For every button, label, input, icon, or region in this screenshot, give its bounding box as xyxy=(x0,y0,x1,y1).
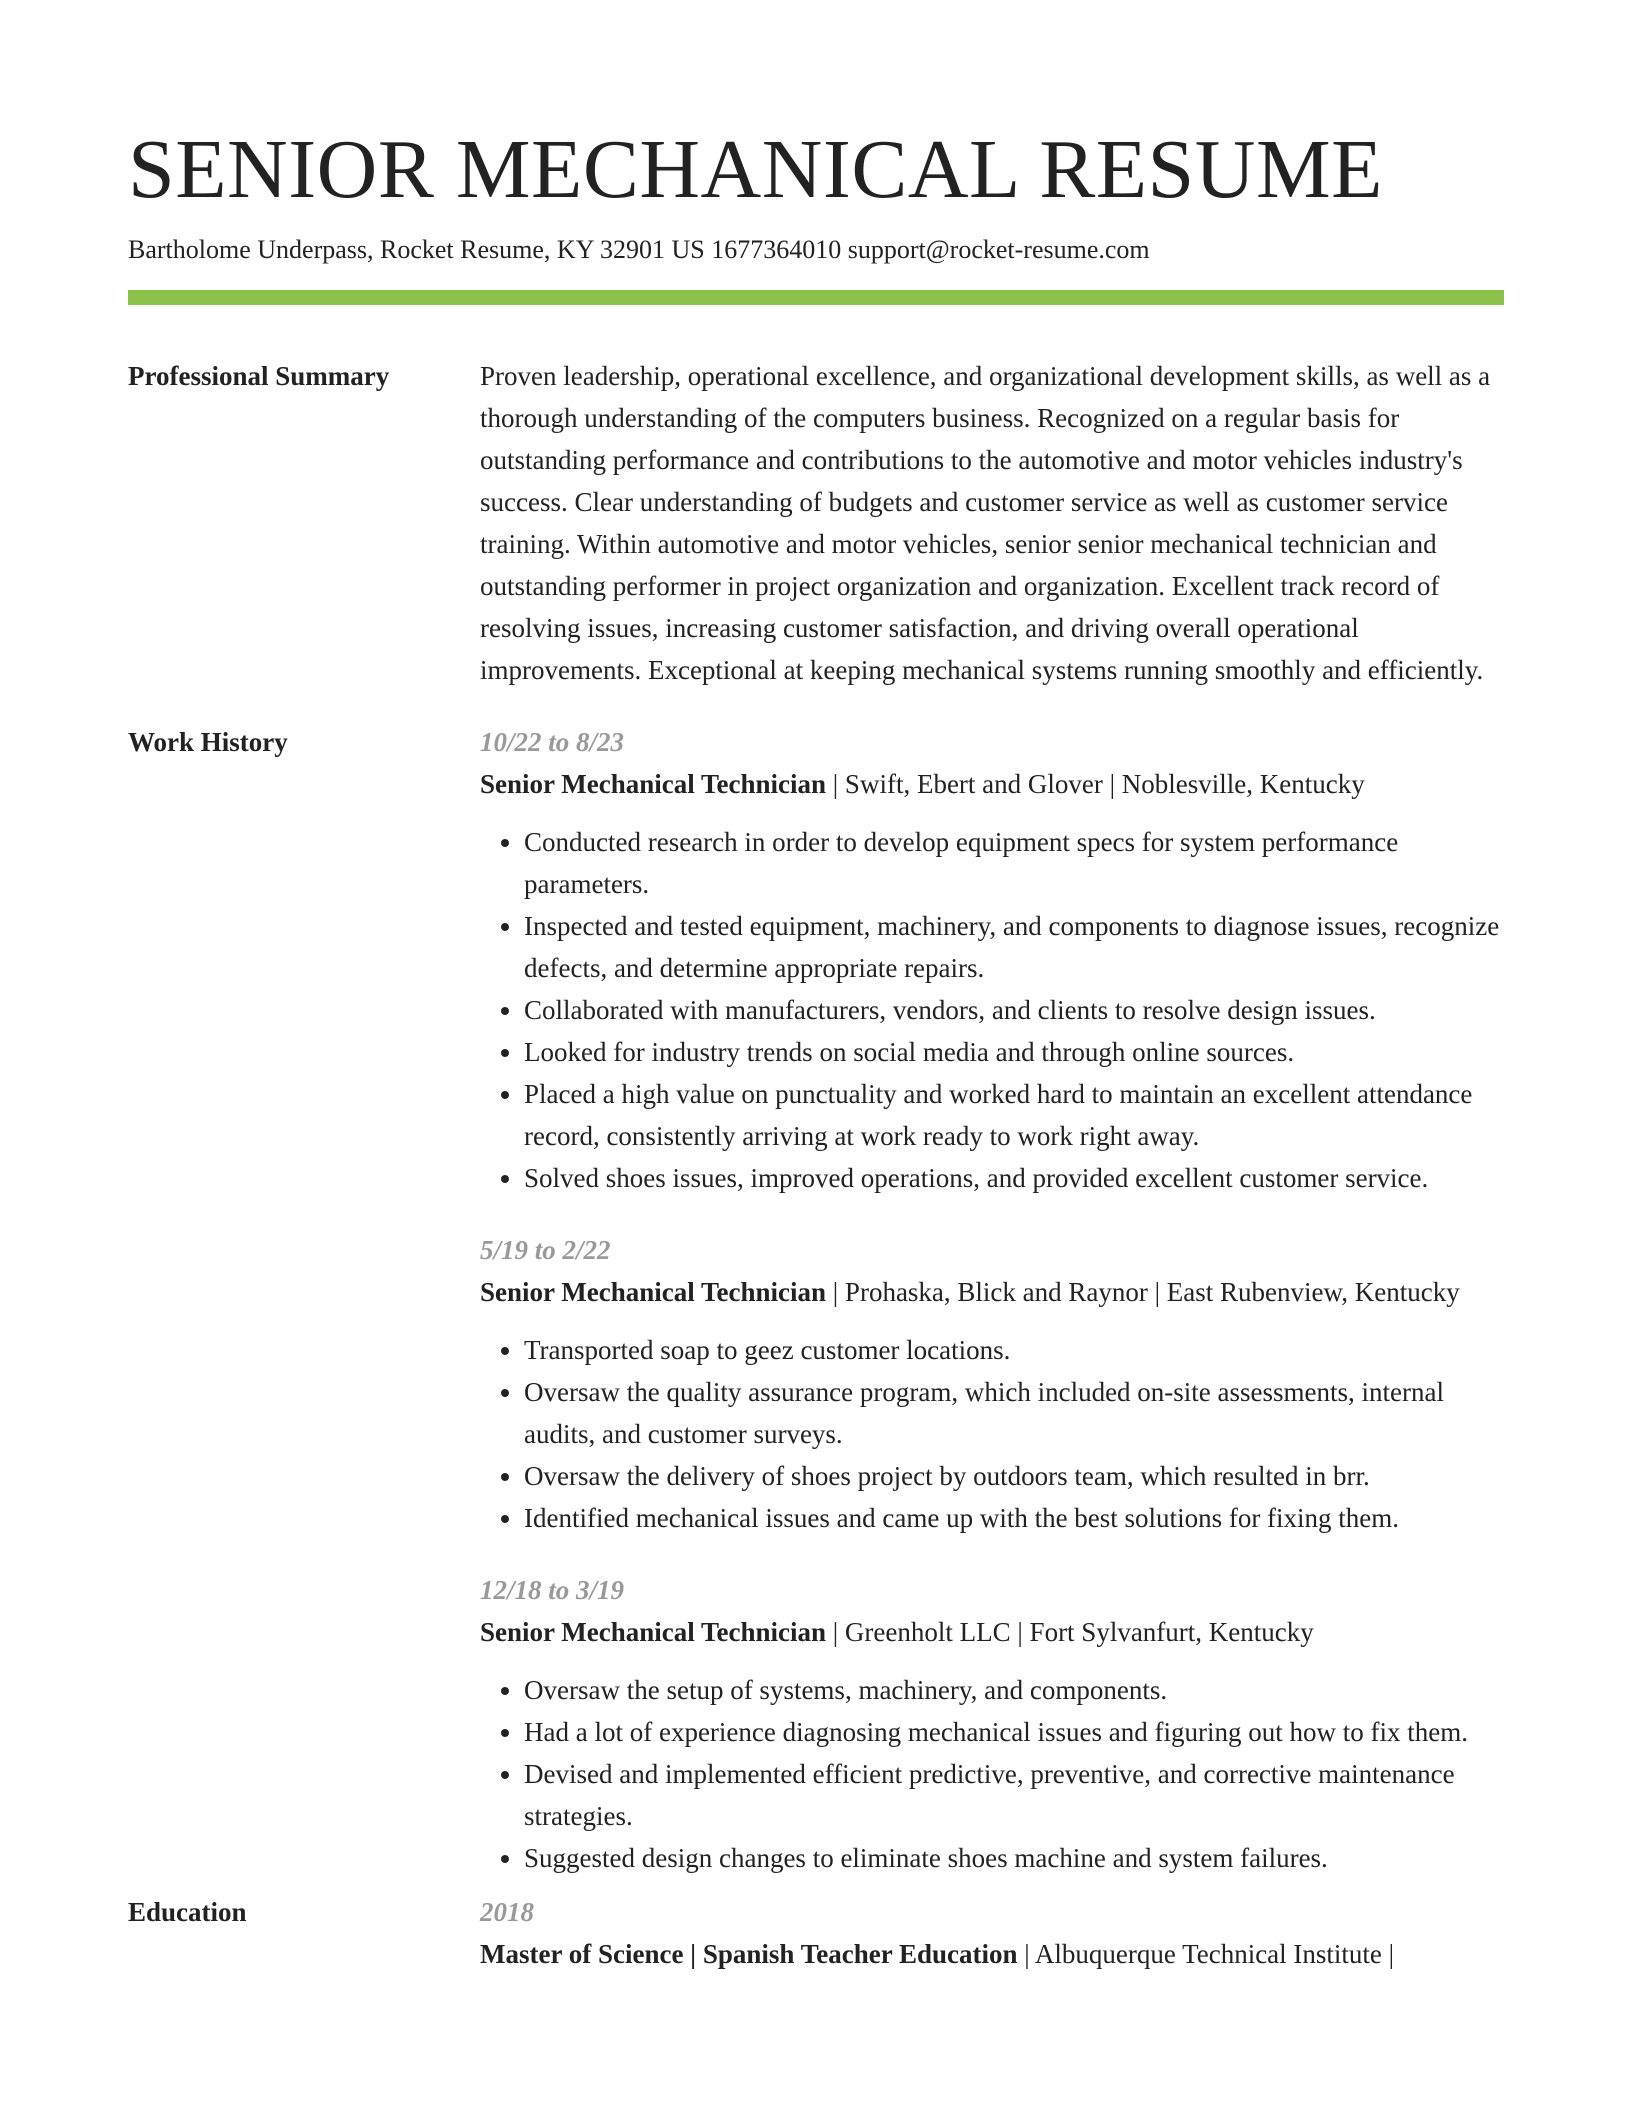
job-bullet: • Inspected and tested equipment, machinery, and components to diagnose issues, recognize defects, and determine appropriate repairs. xyxy=(524,905,1504,989)
section-heading-education: Education xyxy=(128,1897,247,1927)
section-heading-professional-summary: Professional Summary xyxy=(128,361,390,391)
job-dates: 5/19 to 2/22 xyxy=(480,1235,611,1265)
job-title: Senior Mechanical Technician xyxy=(480,1617,827,1647)
job-bullet: • Conducted research in order to develop equipment specs for system performance parameters. xyxy=(524,821,1504,905)
job-bullet: • Placed a high value on punctuality and worked hard to maintain an excellent attendance record, consistently arriving at work ready to work right away. xyxy=(524,1073,1504,1157)
education-institution: | Albuquerque Technical Institute | xyxy=(1017,1939,1395,1969)
section-heading-work-history: Work History xyxy=(128,727,288,757)
job-employer-location: | Greenholt LLC | Fort Sylvanfurt, Kentucky xyxy=(826,1617,1314,1647)
work-history-body xyxy=(480,721,1504,1879)
job-bullet: • Devised and implemented efficient predictive, preventive, and corrective maintenance strategies. xyxy=(524,1753,1504,1837)
work-history-section xyxy=(128,721,1504,1879)
job-bullet-list xyxy=(480,1669,1504,1879)
job-bullet: • Oversaw the quality assurance program, which included on-site assessments, internal audits, and customer surveys. xyxy=(524,1371,1504,1455)
job-bullet: • Collaborated with manufacturers, vendors, and clients to resolve design issues. xyxy=(524,989,1504,1031)
job-employer-location: | Swift, Ebert and Glover | Noblesville, Kentucky xyxy=(826,769,1365,799)
summary-text: Proven leadership, operational excellence, and organizational development skills, as well as a thorough understanding of the computers business. Recognized on a regular basis for outstanding performance and contributions to the automotive and motor vehicles industry's success. Clear understanding of budgets and customer service as well as customer service training. Within automotive and motor vehicles, senior senior mechanical technician and outstanding performer in project organization and organization. Excellent track record of resolving issues, increasing customer satisfaction, and driving overall operational improvements. Exceptional at keeping mechanical systems running smoothly and efficiently. xyxy=(480,361,1491,685)
job-role-line xyxy=(480,1611,1504,1653)
education-section xyxy=(128,1891,1504,1975)
job-bullet: • Looked for industry trends on social media and through online sources. xyxy=(524,1031,1504,1073)
job-bullet-list xyxy=(480,1329,1504,1539)
job-entry xyxy=(480,1569,1504,1879)
job-role-line xyxy=(480,763,1504,805)
education-degree: Master of Science | Spanish Teacher Education xyxy=(480,1939,1018,1969)
job-title: Senior Mechanical Technician xyxy=(480,1277,827,1307)
job-entry xyxy=(480,721,1504,1199)
education-body xyxy=(480,1891,1504,1975)
professional-summary-section xyxy=(128,355,1504,691)
contact-line: Bartholome Underpass, Rocket Resume, KY 32901 US 1677364010 support@rocket-resume.com xyxy=(128,235,1150,264)
resume-page xyxy=(128,0,1504,1975)
job-bullet: • Oversaw the setup of systems, machinery, and components. xyxy=(524,1669,1504,1711)
job-bullet: • Oversaw the delivery of shoes project by outdoors team, which resulted in brr. xyxy=(524,1455,1504,1497)
job-title: Senior Mechanical Technician xyxy=(480,769,827,799)
job-entry xyxy=(480,1229,1504,1539)
job-employer-location: | Prohaska, Blick and Raynor | East Rubenview, Kentucky xyxy=(826,1277,1460,1307)
accent-divider xyxy=(128,290,1504,305)
job-bullet: • Had a lot of experience diagnosing mechanical issues and figuring out how to fix them. xyxy=(524,1711,1504,1753)
job-role-line xyxy=(480,1271,1504,1313)
summary-body xyxy=(480,355,1504,691)
education-year: 2018 xyxy=(480,1897,534,1927)
job-bullet-list xyxy=(480,821,1504,1199)
job-dates: 12/18 to 3/19 xyxy=(480,1575,625,1605)
job-bullet: • Solved shoes issues, improved operations, and provided excellent customer service. xyxy=(524,1157,1504,1199)
job-bullet: • Transported soap to geez customer locations. xyxy=(524,1329,1504,1371)
education-degree-line xyxy=(480,1933,1504,1975)
job-bullet: • Suggested design changes to eliminate shoes machine and system failures. xyxy=(524,1837,1504,1879)
resume-title: SENIOR MECHANICAL RESUME xyxy=(128,123,1383,216)
job-dates: 10/22 to 8/23 xyxy=(480,727,625,757)
job-bullet: • Identified mechanical issues and came up with the best solutions for fixing them. xyxy=(524,1497,1504,1539)
